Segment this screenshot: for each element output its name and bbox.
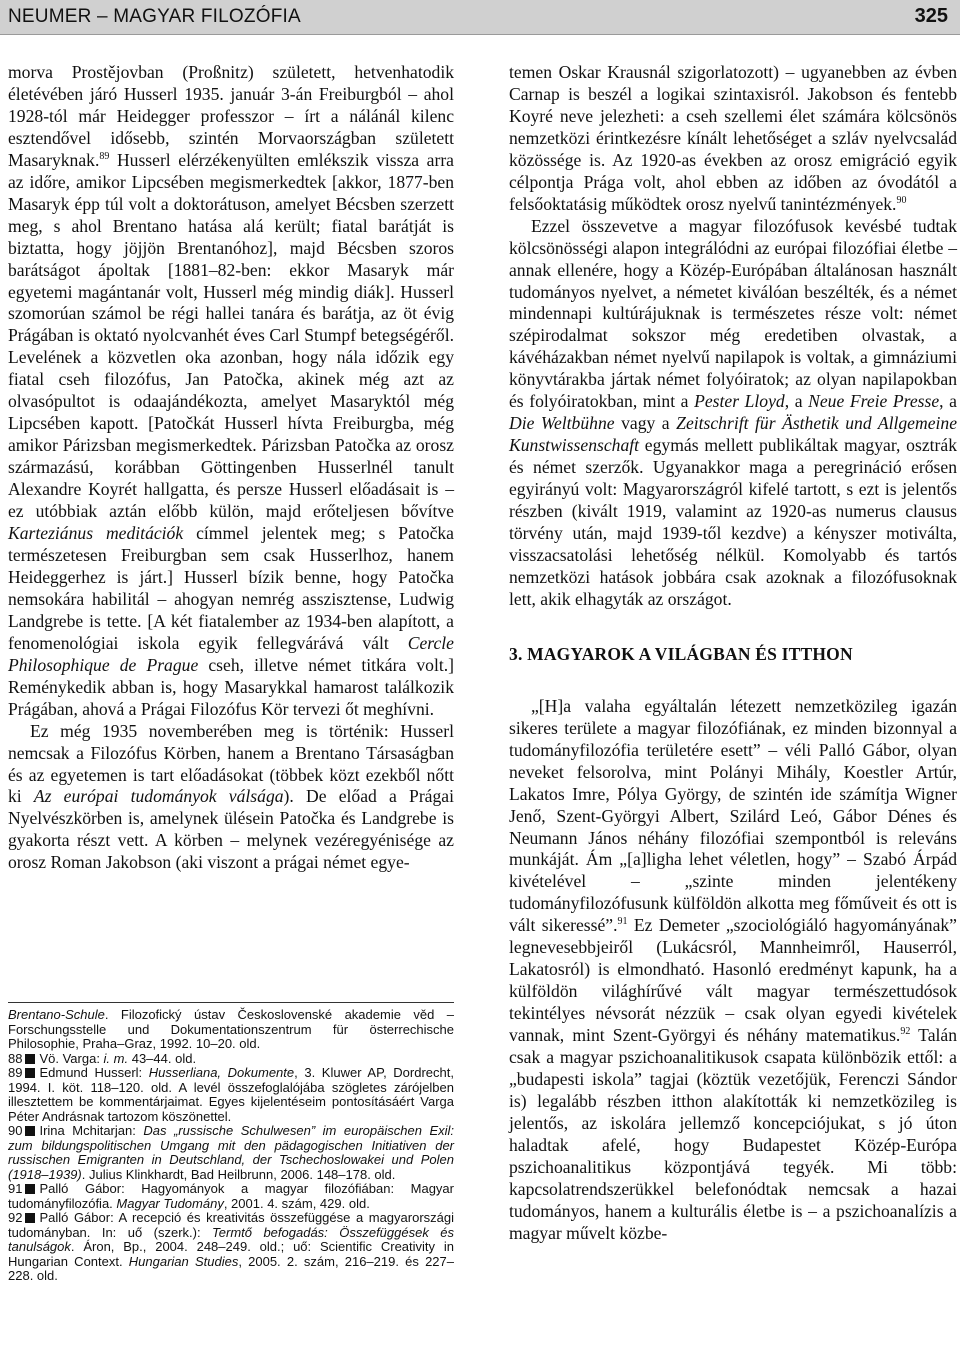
footnote-ref: 92 bbox=[900, 1026, 911, 1038]
text-run: , a bbox=[784, 391, 809, 412]
page-number: 325 bbox=[914, 5, 948, 27]
italic-text: Karteziánus meditációk bbox=[8, 523, 184, 544]
text-run: Palló Gábor: A recepció és kreativitás összefüggése a magyarországi tudományban. In: uő (szerk.): bbox=[8, 1210, 454, 1240]
footnote-ref: 91 bbox=[617, 916, 628, 928]
text-run: „[H]a valaha egyáltalán létezett nemzetközileg igazán sikeres területe a magyar filozófiának, ez minden bizonnyal a tudományfilozófia területére esett” – véli Palló Gábor, olyan neveket felsorolva, mint Polányi Mihály, Koestler Artúr, Lakatos Imre, Pólya György, de szintén ide számítja Wigner Jenő, Szent-Györgyi Albert, Szilárd Leó, Gábor Dénes és Neumann János néhány filozófiai szempontból is releváns munkáját. Ám „[a]ligha lehet véletlen, hogy” – Szabó Árpád kivételével – „szinte minden jelentékeny tudományfilozófusunk külföldön alkotta meg főműveit és ott is vált sikeressé”. bbox=[509, 695, 957, 936]
text-run: , a bbox=[939, 391, 957, 412]
italic-text: Neue Freie Presse bbox=[808, 391, 940, 412]
italic-text: Brentano-Schule bbox=[8, 1007, 105, 1022]
text-run: , 2001. 4. szám, 429. old. bbox=[223, 1195, 370, 1211]
paragraph bbox=[509, 216, 957, 611]
footnotes bbox=[8, 1008, 454, 1284]
text-run: 43–44. old. bbox=[128, 1050, 197, 1066]
italic-text: Hungarian Studies bbox=[128, 1253, 239, 1269]
text-run: Palló Gábor: Hagyományok a magyar filozófiában: Magyar tudományfilozófia. bbox=[8, 1181, 454, 1211]
text-run: Ezzel összevetve a magyar filozófusok kevésbé tudtak kölcsönösségi alapon integrálódni az európai filozófiai életbe – annak ellenére, hogy a Közép-Európában általánosan használt tudományos nyelvet, a németet kiválóan beszélték, és a német mindennapi kultúrájuknak is természetes része volt: német szépirodalmat sokszor még eredetiben olvastak, a kávéházakban német nyelvű napilapok is voltak, a gimnáziumi könyvtárakba jártak német folyóiratok; az olyan napilapokban és folyóiratokban, mint a bbox=[509, 215, 957, 412]
text-run: morva Prostějovban (Proßnitz) született, hetvenhatodik életévében járó Husserl 1935. január 3-án Freiburgból – ahol 1928-tól már Heidegger professzor – írt a nálánál kilenc esztendővel idősebb, szintén Morvaországban született Masaryknak. bbox=[8, 62, 454, 170]
italic-text: Das „russische Schulwesen” im europäischen Exil: zum bildungspolitischen Umgang mit den pädagogischen Initiativen der russischen Emigranten in Deutschland, der Tschechoslowakei und Polen (1918–1939) bbox=[8, 1123, 454, 1182]
text-run: címmel jelentek meg; s Patočka természetesen Freiburgban sem csak Husserlhoz, hanem Heideggerhez is járt.] Husserl bízik benne, hogy Patočka nemsokára habilitál – ahogyan nemrég asszisztense, Ludwig Landgrebe is tette. [A két fiatalember az 1934-ben alapított, a fenomenológiai iskola egyik fellegvárává vált bbox=[8, 523, 454, 653]
footnote-ref: 90 bbox=[896, 194, 907, 206]
footnote-number: 92 bbox=[8, 1210, 23, 1225]
running-header bbox=[0, 0, 960, 35]
italic-text: Zeitschrift für Ästhetik und Allgemeine Kunstwissenschaft bbox=[509, 413, 957, 456]
text-run: ). De előad a Prágai Nyelvészkörben is, amelynek ülésein Patočka és Landgrebe is gyakorta részt vett. A körben – melynek vezéregyénisége az orosz Roman Jakobson (aki viszont a prágai német egye- bbox=[8, 786, 454, 873]
paragraph bbox=[8, 721, 454, 875]
italic-text: Husserliana, Dokumente bbox=[148, 1065, 295, 1080]
text-run: temen Oskar Krausnál szigorlatozott) – ugyanebben az évben Carnap is beszél a logikai szintaxisról. Jakobson és fentebb Koyré neve jelezheti: a cseh szellemi élet számára kölcsönös nemzetközi érintkezésre kínált lehetőséget a szláv nyelvcsalád közössége is. Az 1920-as években az orosz emigráció egyik célpontja Prága volt, ahol ebben az időben az óvodától a felsőoktatásig működtek orosz nyelvű tanintézmények. bbox=[509, 62, 957, 214]
footnote bbox=[8, 1211, 454, 1284]
left-column bbox=[8, 62, 454, 874]
footnote bbox=[8, 1124, 454, 1182]
text-run: Edmund Husserl: bbox=[39, 1065, 149, 1080]
text-run: cseh, illetve német titkára volt.] Reménykedik abban is, hogy Masarykkal hamarost találkozik Prágában, ahová a Prágai Filozófus Kör tervezi őt meghívni. bbox=[8, 654, 454, 719]
footnote-square-marker-icon bbox=[25, 1054, 35, 1064]
text-run: vagy a bbox=[614, 413, 677, 434]
footnote-number: 88 bbox=[8, 1050, 23, 1066]
footnote-square-marker-icon bbox=[25, 1068, 35, 1078]
italic-text: Pester Lloyd bbox=[694, 391, 785, 412]
text-run: Vö. Varga: bbox=[39, 1050, 104, 1066]
italic-text: i. m. bbox=[103, 1050, 129, 1066]
footnote-ref: 89 bbox=[99, 150, 110, 162]
italic-text: Die Weltbühne bbox=[509, 413, 615, 434]
italic-text: Termtő befogadás: Összefüggések és tanulságok bbox=[8, 1224, 455, 1254]
text-run: Husserl elérzékenyülten emlékszik vissza arra az időre, amikor Lipcsében megismerkedtek [akkor, 1877-ben Masaryk épp túl volt a doktorátuson, amelyet Bécsben szerzett meg, s ahol Brentano hatása alá került; fiatal barátját is biztatta, hogy jöjjön Brentanóhoz], majd Bécsben szoros barátságot ápoltak [1881–82-ben: ekkor Masaryk már egyetemi magántanár volt, Husserl még mindig diák]. Husserl szomorúan számol be régi hallei tanára és barátja, az öt évig Prágában is oktató nyolcvanhét éves Carl Stumpf betegségéről. Levelének a közvetlen oka azonban, hogy nála időzik egy fiatal cseh filozófus, Jan Patočka, akinek még azt az olvasópultot is odaajándékozta, amelyet Masaryktól még Lipcsében kapott. [Patočkát Husserl hívta Freiburgba, még amikor Párizsban megismerkedtek. Párizsban Patočka az orosz származású, korábban Göttingenben Husserlnél tanult Alexandre Koyrét hallgatta, és persze Husserl előadásait is – ez utóbbiak aztán előbb külön, majd erőteljesen bővítve bbox=[8, 149, 454, 522]
running-head-title: NEUMER – MAGYAR FILOZÓFIA bbox=[8, 6, 301, 27]
footnote-number: 89 bbox=[8, 1065, 23, 1080]
right-column bbox=[509, 62, 957, 1245]
paragraph bbox=[8, 62, 454, 721]
footnote-square-marker-icon bbox=[25, 1126, 35, 1136]
text-run: Ez még 1935 novemberében meg is történik: Husserl nemcsak a Filozófus Körben, hanem a Brentano Társaságban és az egyetemen is tart előadásokat (többek közt ezekből nőtt ki bbox=[8, 720, 454, 807]
italic-text: Cercle Philosophique de Prague bbox=[8, 632, 454, 675]
text-run: Talán csak a magyar pszichoanalitikusok csapata különbözik ettől: a „budapesti iskola” tagjai (köztük vezetőjük, Ferenczi Sándor is) legalább részben itthon alakították ki nemzetközileg is jelentős, az iskolára jellemző koncepciójukat, s jó úton haladtak afelé, hogy Budapestet Közép-Európa pszichoanalitikus központjává tegyék. Mi több: kapcsolatrendszerükkel belefonódtak nemcsak a hazai tudományos, hanem a kulturális életbe is – a pszichoanalízis a magyar művelt közbe- bbox=[509, 1025, 957, 1243]
text-run: . Filozofický ústav Československé akademie věd – Forschungsstelle und Dokumentationszentrum für österrechische Philosophie, Praha–Graz, 1992. 10–20. old. bbox=[8, 1007, 454, 1051]
footnote-square-marker-icon bbox=[25, 1213, 35, 1223]
text-run: . Áron, Bp., 2004. 248–249. old.; uő: Scientific Creativity in Hungarian Context. bbox=[8, 1239, 454, 1269]
paragraph bbox=[509, 62, 957, 216]
text-run: Irina Mchitarjan: bbox=[39, 1123, 144, 1138]
footnote bbox=[8, 1182, 454, 1211]
text-run: Ez Demeter „szociológiáló hagyományának” legnevesebbjeiről (Lukácsról, Mannheimről, Hauserról, Lakatosról) is elmondható. Hasonló eredményt kapunk, ha a külföldön világhírűvé vált magyar természettudósok tekintélyes névsorát nézzük – csak olyan egyedi kivételek vannak, mint Szent-Györgyi és néhány matematikus. bbox=[509, 915, 957, 1046]
footnote-square-marker-icon bbox=[25, 1184, 35, 1194]
paragraph bbox=[509, 696, 957, 1245]
section-heading: 3. MAGYAROK A VILÁGBAN ÉS ITTHON bbox=[509, 643, 853, 664]
text-run: , 2005. 2. szám, 216–219. és 227–228. old. bbox=[8, 1253, 454, 1283]
footnote-number: 90 bbox=[8, 1123, 23, 1138]
text-run: , 3. Kluwer AP, Dordrecht, 1994. I. köt. 118–120. old. A levél összefoglalójába szögletes zárójelben illesztettem be kommentárjaimat. Egyes kijelentéseim pontosításáért Varga Péter Andrásnak tartozom köszönettel. bbox=[8, 1065, 454, 1124]
text-run: egymás mellett publikáltak magyar, osztrák és német szerzők. Ugyanakkor maga a peregrináció erősen egyirányú volt: Magyarországról kifelé tartott, s ezt is jelentős részben (kivált 1919, valamint az 1920-as numerus clausus törvény után, majd 1939-től kezdve) a kényszer motiválta, visszacsatolási lehetőség nélkül. Komolyabb és tartós nemzetközi hatások jobbára csak azoknak a filozófusoknak lett, akik elhagyták az országot. bbox=[509, 435, 957, 609]
text-run: . Julius Klinkhardt, Bad Heilbrunn, 2006. 148–178. old. bbox=[81, 1166, 396, 1182]
italic-text: Magyar Tudomány bbox=[116, 1195, 224, 1211]
footnote-number: 91 bbox=[8, 1181, 23, 1196]
footnote-divider bbox=[8, 1002, 454, 1003]
footnote bbox=[8, 1052, 454, 1067]
footnote bbox=[8, 1066, 454, 1124]
footnote bbox=[8, 1008, 454, 1052]
italic-text: Az európai tudományok válsága bbox=[33, 786, 284, 807]
